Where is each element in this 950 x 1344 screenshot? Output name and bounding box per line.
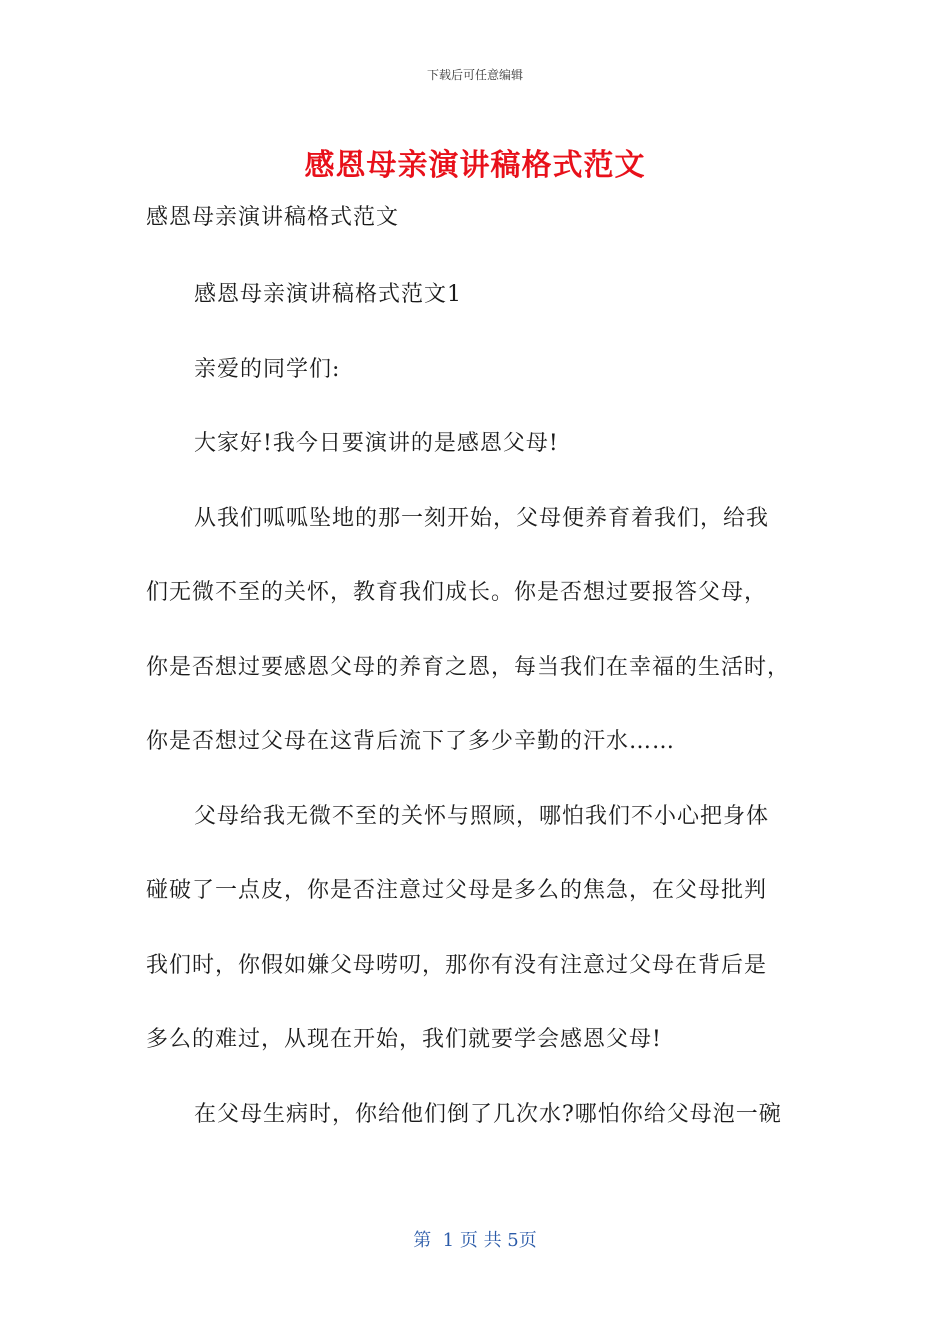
body-line: 大家好!我今日要演讲的是感恩父母! [194,431,559,456]
document-title: 感恩母亲演讲稿格式范文 [304,148,646,183]
body-line: 多么的难过，从现在开始，我们就要学会感恩父母! [146,1027,662,1052]
body-line: 们无微不至的关怀，教育我们成长。你是否想过要报答父母， [146,580,768,605]
body-line: 碰破了一点皮，你是否注意过父母是多么的焦急，在父母批判 [146,878,768,903]
body-line: 在父母生病时，你给他们倒了几次水?哪怕你给父母泡一碗 [194,1102,782,1127]
body-line: 我们时，你假如嫌父母唠叨，那你有没有注意过父母在背后是 [146,953,768,978]
page-number: 第 1 页 共 5页 [413,1230,537,1251]
body-line: 你是否想过要感恩父母的养育之恩，每当我们在幸福的生活时， [146,655,791,680]
body-line: 感恩母亲演讲稿格式范文 [146,205,400,230]
body-line: 感恩母亲演讲稿格式范文1 [194,282,462,307]
header-note: 下载后可任意编辑 [426,68,523,82]
body-line: 父母给我无微不至的关怀与照顾，哪怕我们不小心把身体 [194,804,770,829]
body-line: 亲爱的同学们: [194,357,341,382]
body-line: 从我们呱呱坠地的那一刻开始，父母便养育着我们，给我 [194,506,770,531]
body-line: 你是否想过父母在这背后流下了多少辛勤的汗水…… [146,729,676,754]
